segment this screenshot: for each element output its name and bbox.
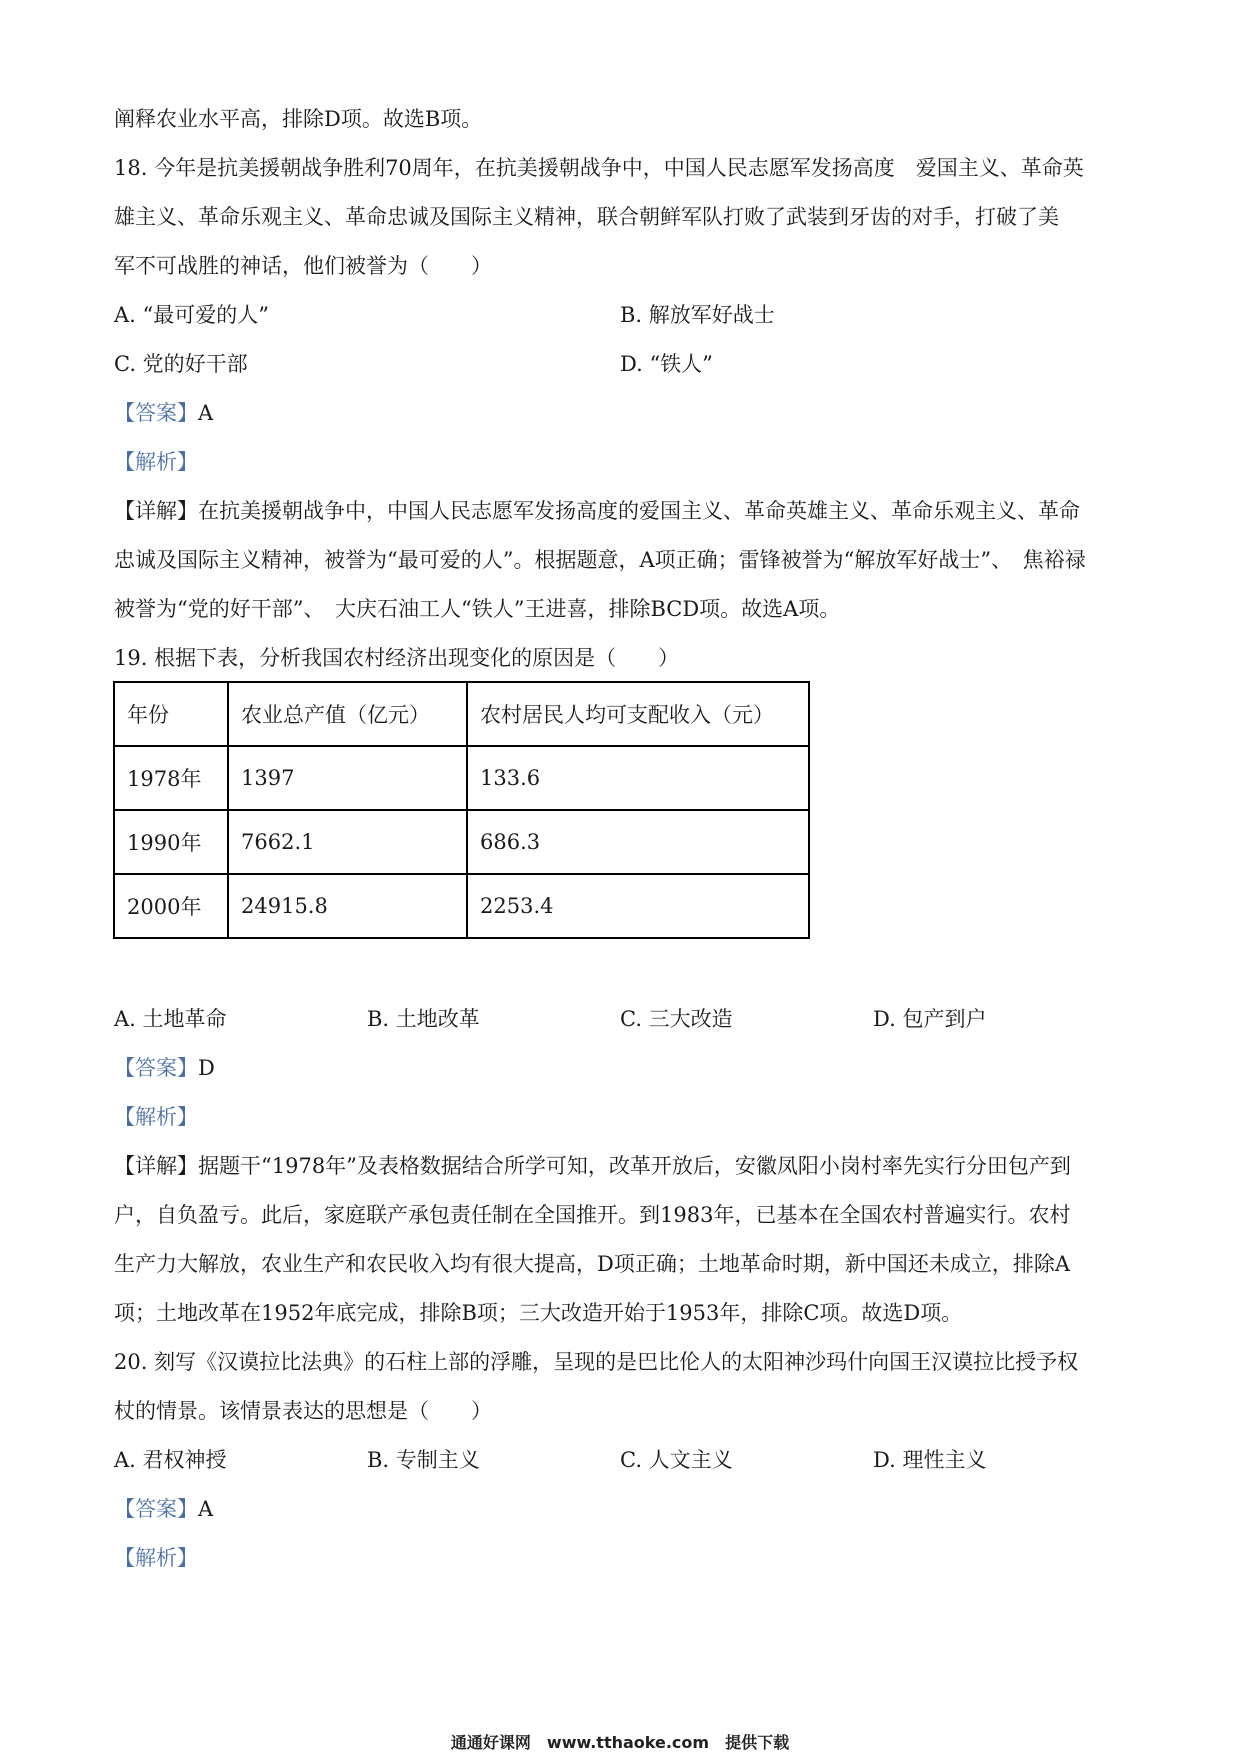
table-row: [114, 810, 809, 874]
analysis-tag: 【解析】: [114, 450, 198, 474]
question-18-option-b: B. 解放军好战士: [620, 303, 775, 327]
detail-tag: 【详解】: [114, 1154, 198, 1178]
answer-value: D: [198, 1056, 215, 1080]
answer-value: A: [198, 1497, 214, 1521]
question-18-stem-line-2: 雄主义、革命乐观主义、革命忠诚及国际主义精神，联合朝鲜军队打败了武装到牙齿的对手，打破了美: [114, 205, 1059, 229]
table-cell: 1990年: [114, 810, 228, 874]
table-header-row: [114, 682, 809, 746]
question-18-detail-line-1: [114, 497, 1080, 525]
answer-value: A: [198, 401, 214, 425]
question-18-option-c: C. 党的好干部: [114, 352, 248, 376]
table-header-cell: 农村居民人均可支配收入（元）: [467, 682, 809, 746]
detail-tag: 【详解】: [114, 499, 198, 523]
question-19-analysis: [114, 1103, 198, 1131]
detail-text: 据题干“1978年”及表格数据结合所学可知，改革开放后，安徽凤阳小岗村率先实行分田包产到: [198, 1154, 1071, 1178]
table-cell: 1978年: [114, 746, 228, 810]
question-18-stem-line-3: 军不可战胜的神话，他们被誉为（ ）: [114, 254, 492, 278]
question-19-detail-line-1: [114, 1152, 1071, 1180]
question-19-option-d: D. 包产到户: [873, 1007, 987, 1031]
table-header-cell: 年份: [114, 682, 228, 746]
question-20-option-d: D. 理性主义: [873, 1448, 987, 1472]
question-19-option-a: A. 土地革命: [114, 1007, 227, 1031]
question-18-detail-line-3: 被誉为“党的好干部”、 大庆石油工人“铁人”王进喜，排除BCD项。故选A项。: [114, 597, 841, 621]
question-19-detail-line-2: 户，自负盈亏。此后，家庭联产承包责任制在全国推开。到1983年，已基本在全国农村普遍实行。农村: [114, 1203, 1071, 1227]
table-cell: 24915.8: [228, 874, 467, 938]
table-cell: 2253.4: [467, 874, 809, 938]
question-18-answer: [114, 399, 213, 427]
question-20-stem-line-2: 杖的情景。该情景表达的思想是（ ）: [114, 1399, 492, 1423]
question-19-detail-line-4: 项；土地改革在1952年底完成，排除B项；三大改造开始于1953年，排除C项。故选D项。: [114, 1301, 963, 1325]
answer-tag: 【答案】: [114, 401, 198, 425]
table-cell: 7662.1: [228, 810, 467, 874]
question-20-stem-line-1: 20. 刻写《汉谟拉比法典》的石柱上部的浮雕，呈现的是巴比伦人的太阳神沙玛什向国王汉谟拉比授予权: [114, 1350, 1079, 1374]
table-cell: 133.6: [467, 746, 809, 810]
question-18-analysis: [114, 448, 198, 476]
detail-text: 在抗美援朝战争中，中国人民志愿军发扬高度的爱国主义、革命英雄主义、革命乐观主义、革命: [198, 499, 1080, 523]
table-header-cell: 农业总产值（亿元）: [228, 682, 467, 746]
analysis-tag: 【解析】: [114, 1105, 198, 1129]
data-table: [113, 681, 810, 939]
question-19-option-c: C. 三大改造: [620, 1007, 733, 1031]
question-20-answer: [114, 1495, 213, 1523]
table-row: [114, 746, 809, 810]
table-cell: 1397: [228, 746, 467, 810]
question-18-option-d: D. “铁人”: [620, 352, 713, 376]
text-line: 阐释农业水平高，排除D项。故选B项。: [114, 107, 483, 131]
table-cell: 686.3: [467, 810, 809, 874]
question-19-option-b: B. 土地改革: [367, 1007, 480, 1031]
question-20-analysis: [114, 1544, 198, 1572]
question-18-detail-line-2: 忠诚及国际主义精神，被誉为“最可爱的人”。根据题意，A项正确；雷锋被誉为“解放军好战士”、 焦裕禄: [114, 548, 1086, 572]
question-18-stem-line-1: 18. 今年是抗美援朝战争胜利70周年，在抗美援朝战争中，中国人民志愿军发扬高度 爱国主义、革命英: [114, 156, 1084, 180]
question-20-option-c: C. 人文主义: [620, 1448, 733, 1472]
answer-tag: 【答案】: [114, 1056, 198, 1080]
page-footer: 通通好课网 www.tthaoke.com 提供下载: [450, 1733, 790, 1752]
question-19-detail-line-3: 生产力大解放，农业生产和农民收入均有很大提高，D项正确；土地革命时期，新中国还未成立，排除A: [114, 1252, 1070, 1276]
question-19-stem: 19. 根据下表，分析我国农村经济出现变化的原因是（ ）: [114, 646, 680, 670]
question-18-option-a: A. “最可爱的人”: [114, 303, 269, 327]
analysis-tag: 【解析】: [114, 1546, 198, 1570]
question-20-option-b: B. 专制主义: [367, 1448, 480, 1472]
answer-tag: 【答案】: [114, 1497, 198, 1521]
table-row: [114, 874, 809, 938]
question-20-option-a: A. 君权神授: [114, 1448, 227, 1472]
question-19-answer: [114, 1054, 215, 1082]
table-cell: 2000年: [114, 874, 228, 938]
